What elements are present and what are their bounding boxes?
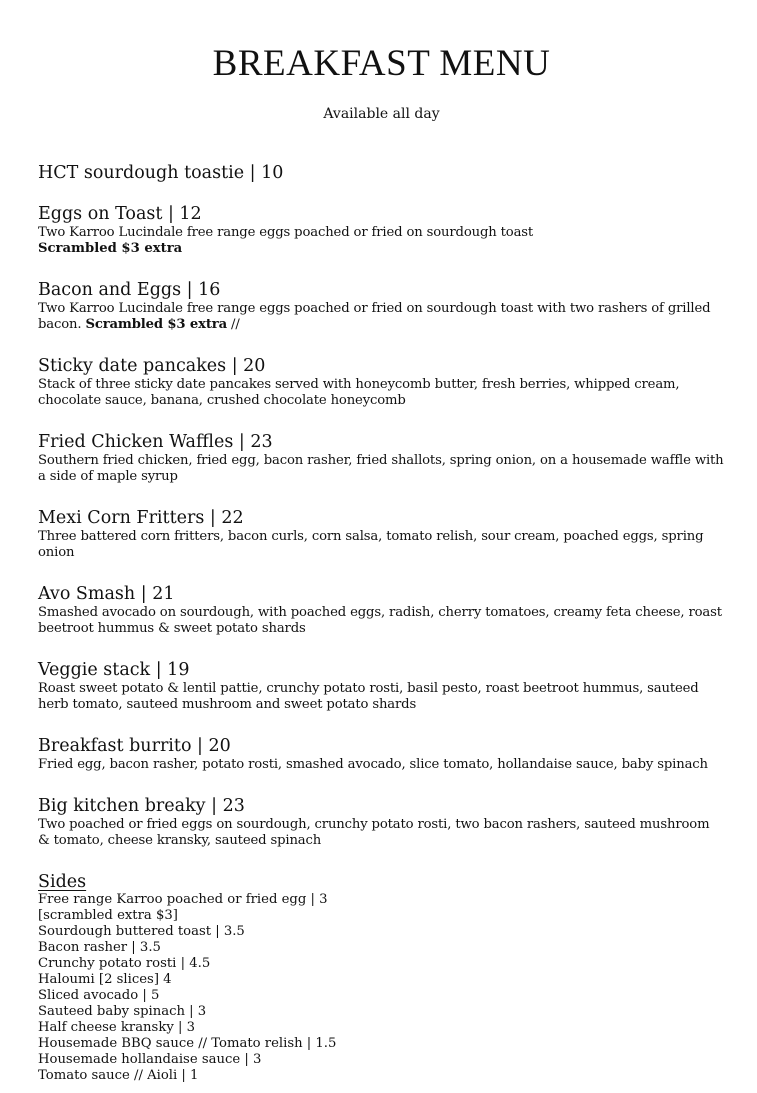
item-description: Two Karroo Lucindale free range eggs poached or fried on sourdough toast with two rashers of grilled bacon. bbox=[38, 301, 711, 332]
item-description: Two poached or fried eggs on sourdough, crunchy potato rosti, two bacon rashers, sauteed mushroom & tomato, cheese kransky, sauteed spinach bbox=[38, 817, 710, 848]
item-extra-note: Scrambled $3 extra bbox=[85, 317, 227, 332]
menu-item-sticky-date-pancakes bbox=[38, 356, 725, 409]
menu-item-toastie: HCT sourdough toastie | 10 bbox=[38, 163, 284, 183]
menu-item-breakfast-burrito bbox=[38, 736, 725, 773]
item-name: Bacon and Eggs | 16 bbox=[38, 280, 221, 300]
item-description: Fried egg, bacon rasher, potato rosti, smashed avocado, slice tomato, hollandaise sauce, baby spinach bbox=[38, 757, 708, 772]
item-suffix: // bbox=[231, 317, 240, 332]
item-name: Big kitchen breaky | 23 bbox=[38, 796, 245, 816]
side-item: Bacon rasher | 3.5 bbox=[38, 940, 161, 955]
item-description: Two Karroo Lucindale free range eggs poached or fried on sourdough toast bbox=[38, 225, 534, 240]
menu-item-bacon-and-eggs bbox=[38, 280, 725, 333]
item-name: Veggie stack | 19 bbox=[38, 660, 190, 680]
menu-item-big-kitchen-breaky bbox=[38, 796, 725, 849]
sides-heading: Sides bbox=[38, 872, 87, 892]
item-name: Fried Chicken Waffles | 23 bbox=[38, 432, 273, 452]
side-item: Tomato sauce // Aioli | 1 bbox=[38, 1068, 199, 1083]
side-item: Half cheese kransky | 3 bbox=[38, 1020, 195, 1035]
item-name: Eggs on Toast | 12 bbox=[38, 204, 202, 224]
item-description: Smashed avocado on sourdough, with poached eggs, radish, cherry tomatoes, creamy feta cheese, roast beetroot hummus & sweet potato shards bbox=[38, 605, 722, 636]
item-description-block bbox=[38, 301, 725, 333]
item-name: Avo Smash | 21 bbox=[38, 584, 175, 604]
side-item: Sliced avocado | 5 bbox=[38, 988, 160, 1003]
menu-item-veggie-stack bbox=[38, 660, 725, 713]
side-item: [scrambled extra $3] bbox=[38, 908, 178, 923]
item-name: Mexi Corn Fritters | 22 bbox=[38, 508, 244, 528]
side-item: Housemade BBQ sauce // Tomato relish | 1.5 bbox=[38, 1036, 337, 1051]
page-title: BREAKFAST MENU bbox=[212, 43, 551, 84]
side-item: Haloumi [2 slices] 4 bbox=[38, 972, 172, 987]
item-name: Sticky date pancakes | 20 bbox=[38, 356, 266, 376]
availability-subtitle: Available all day bbox=[323, 106, 440, 122]
sides-section bbox=[38, 872, 725, 1084]
sides-list bbox=[38, 892, 725, 1084]
item-description: Roast sweet potato & lentil pattie, crunchy potato rosti, basil pesto, roast beetroot hummus, sauteed herb tomato, sauteed mushroom and sweet potato shards bbox=[38, 681, 699, 712]
side-item: Free range Karroo poached or fried egg | 3 bbox=[38, 892, 328, 907]
menu-item-avo-smash bbox=[38, 584, 725, 637]
side-item: Crunchy potato rosti | 4.5 bbox=[38, 956, 211, 971]
item-extra-note: Scrambled $3 extra bbox=[38, 241, 183, 256]
menu-item-eggs-on-toast bbox=[38, 204, 725, 257]
side-item: Sauteed baby spinach | 3 bbox=[38, 1004, 207, 1019]
item-description: Stack of three sticky date pancakes served with honeycomb butter, fresh berries, whipped cream, chocolate sauce, banana, crushed chocolate honeycomb bbox=[38, 377, 680, 408]
side-item: Sourdough buttered toast | 3.5 bbox=[38, 924, 245, 939]
item-description: Southern fried chicken, fried egg, bacon rasher, fried shallots, spring onion, on a housemade waffle with a side of maple syrup bbox=[38, 453, 724, 484]
menu-item-fried-chicken-waffles bbox=[38, 432, 725, 485]
menu-item-mexi-corn-fritters bbox=[38, 508, 725, 561]
item-name: Breakfast burrito | 20 bbox=[38, 736, 231, 756]
side-item: Housemade hollandaise sauce | 3 bbox=[38, 1052, 262, 1067]
item-description: Three battered corn fritters, bacon curls, corn salsa, tomato relish, sour cream, poached eggs, spring onion bbox=[38, 529, 704, 560]
